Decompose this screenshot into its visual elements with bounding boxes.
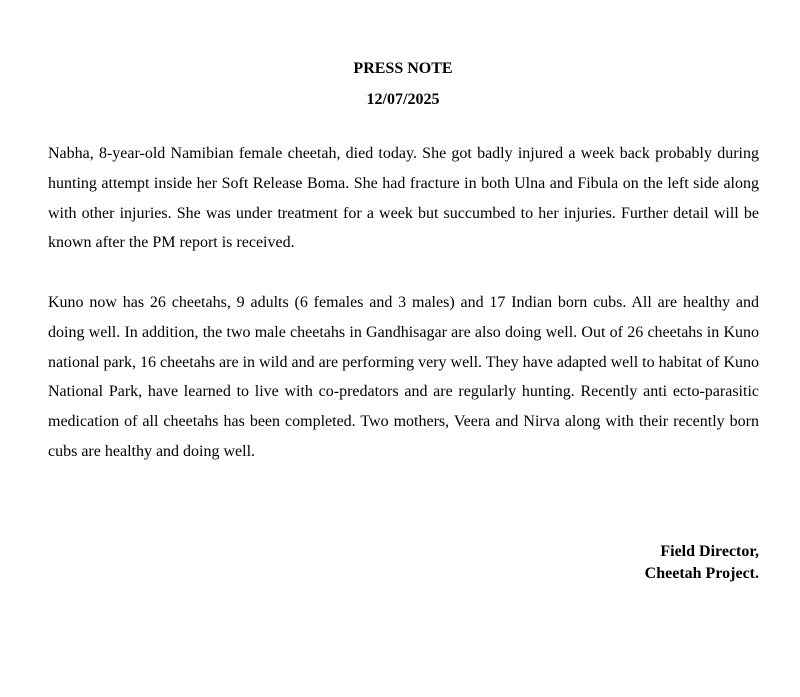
document-date: 12/07/2025 (366, 91, 440, 108)
signature-block (645, 541, 759, 585)
paragraph-nabha-death: Nabha, 8-year-old Namibian female cheetah, died today. She got badly injured a week back probably during hunting attempt inside her Soft Release Boma. She had fracture in both Ulna and Fibula on the left side along with other injuries. She was under treatment for a week but succumbed to her injuries. Further detail will be known after the PM report is received. (48, 145, 759, 252)
signature-organization: Cheetah Project. (644, 565, 759, 582)
paragraph-kuno-status: Kuno now has 26 cheetahs, 9 adults (6 females and 3 males) and 17 Indian born cubs. All are healthy and doing well. In addition, the two male cheetahs in Gandhisagar are also doing well. Out of 26 cheetahs in Kuno national park, 16 cheetahs are in wild and are performing very well. They have adapted well to habitat of Kuno National Park, have learned to live with co-predators and are regularly hunting. Recently anti ecto-parasitic medication of all cheetahs has been completed. Two mothers, Veera and Nirva along with their recently born cubs are healthy and doing well. (48, 294, 760, 460)
signature-title: Field Director, (660, 543, 759, 560)
page-title: PRESS NOTE (353, 60, 453, 77)
